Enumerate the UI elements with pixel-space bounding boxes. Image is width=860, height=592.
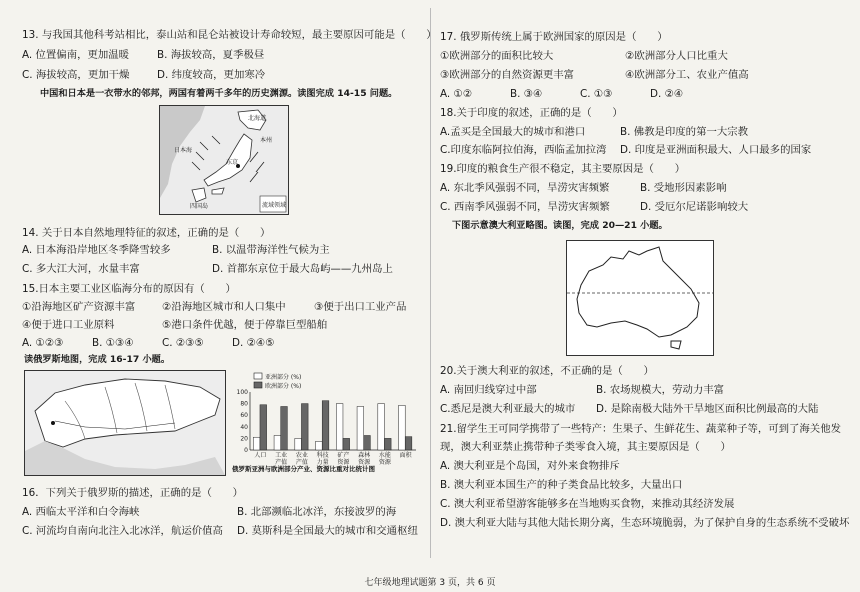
q18-option-b: B. 佛教是印度的第一大宗教: [620, 126, 749, 138]
russia-map: [24, 370, 226, 476]
column-divider: [430, 8, 431, 558]
q15-stem: 15.日本主要工业区临海分布的原因有（ ）: [22, 283, 236, 295]
q15-option-a: A. ①②③: [22, 337, 64, 349]
shikoku-label: 四国岛: [190, 203, 209, 210]
q17-statement-2: ②欧洲部分人口比重大: [625, 50, 728, 62]
legend-asia: 亚洲部分 (%): [265, 374, 302, 381]
x-category-label: 人口: [254, 452, 267, 459]
x-category-label: 面积: [399, 452, 412, 459]
q13-option-b: B. 海拔较高，夏季极昼: [157, 49, 265, 61]
q17-option-a: A. ①②: [440, 88, 473, 100]
y-tick-label: 100: [236, 389, 248, 396]
x-category-label: 农业: [295, 452, 308, 459]
bar-europe: [281, 407, 288, 451]
x-category-label: 森林: [358, 452, 371, 459]
x-category-label: 资源: [358, 459, 371, 466]
x-category-label: 水能: [378, 452, 391, 459]
page-footer: 七年级地理试题第 3 页，共 6 页: [364, 578, 496, 588]
q14-option-d: D. 首都东京位于最大岛屿——九州岛上: [212, 263, 393, 275]
q19-option-d: D. 受厄尔尼诺影响较大: [640, 201, 749, 213]
q21-option-c: C. 澳大利亚希望游客能够多在当地购买食物，来推动其经济发展: [440, 498, 735, 510]
australia-intro: 下图示意澳大利亚略图。读图，完成 20—21 小题。: [452, 220, 668, 231]
q20-option-c: C.悉尼是澳大利亚最大的城市: [440, 403, 576, 415]
q14-option-b: B. 以温带海洋性气候为主: [212, 244, 330, 256]
q13-option-c: C. 海拔较高，更加干燥: [22, 69, 130, 81]
q16-option-c: C. 河流均自南向北注入北冰洋，航运价值高: [22, 525, 223, 537]
bar-europe: [301, 404, 308, 450]
q16-option-b: B. 北部濒临北冰洋，东接波罗的海: [237, 506, 397, 518]
q14-option-a: A. 日本海沿岸地区冬季降雪较多: [22, 244, 171, 256]
sea-of-japan-label: 日本海: [174, 147, 193, 154]
q15-option-c: C. ②③⑤: [162, 337, 204, 349]
q13-option-d: D. 纬度较高，更加寒冷: [157, 69, 266, 81]
q19-option-b: B. 受地形因素影响: [640, 182, 727, 194]
q15-statement-3: ③便于出口工业产品: [314, 301, 407, 313]
japan-map-svg: [160, 106, 288, 214]
x-category-label: 产值: [295, 459, 308, 466]
bar-asia: [295, 438, 302, 450]
q17-option-d: D. ②④: [650, 88, 684, 100]
japan-intro: 中国和日本是一衣带水的邻邦，两国有着两千多年的历史渊源。读图完成 14-15 问题。: [40, 88, 398, 99]
bar-europe: [384, 438, 391, 450]
q14-stem: 14. 关于日本自然地理特征的叙述，正确的是（ ）: [22, 227, 271, 239]
q21-stem-line1: 21.留学生王可同学携带了一些特产：生果子、生鲜花生、蔬菜种子等，可到了海关他发: [440, 423, 841, 435]
y-tick-label: 60: [240, 412, 248, 420]
x-category-label: 资源: [337, 459, 350, 466]
q18-option-c: C.印度东临阿拉伯海，西临孟加拉湾: [440, 144, 607, 156]
tokyo-label: 东京: [226, 159, 239, 166]
y-tick-label: 80: [240, 400, 248, 408]
bar-asia: [274, 436, 281, 451]
q16-option-a: A. 西临太平洋和白令海峡: [22, 506, 140, 518]
q15-statement-2: ②沿海地区城市和人口集中: [162, 301, 286, 313]
chart-caption: 俄罗斯亚洲与欧洲部分产业、资源比重对比统计图: [232, 465, 375, 473]
q21-option-a: A. 澳大利亚是个岛国，对外来食物排斥: [440, 460, 620, 472]
q20-option-b: B. 农场规模大，劳动力丰富: [596, 384, 725, 396]
q15-statement-5: ⑤港口条件优越，便于停靠巨型船舶: [162, 319, 328, 331]
x-category-label: 矿产: [337, 452, 350, 459]
bar-asia: [253, 437, 260, 450]
q21-stem-line2: 现，澳大利亚禁止携带种子类零食入境，其主要原因是（ ）: [440, 441, 731, 453]
x-category-label: 资源: [378, 459, 391, 466]
q15-option-b: B. ①③④: [92, 337, 134, 349]
q19-option-c: C. 西南季风强弱不同，旱涝灾害频繁: [440, 201, 610, 213]
q20-option-d: D. 是除南极大陆外干旱地区面积比例最高的大陆: [596, 403, 819, 415]
australia-map: [566, 240, 714, 356]
japan-map-legend: 流域领域: [262, 202, 287, 209]
japan-map: [159, 105, 289, 215]
q13-option-a: A. 位置偏南，更加温暖: [22, 49, 130, 61]
q21-option-d: D. 澳大利亚大陆与其他大陆长期分离，生态环境脆弱，为了保护自身的生态系统不受破坏: [440, 517, 850, 529]
q18-option-d: D. 印度是亚洲面积最大、人口最多的国家: [620, 144, 812, 156]
bar-asia: [316, 441, 323, 450]
bar-asia: [378, 404, 385, 450]
bar-europe: [260, 405, 267, 450]
q17-statement-4: ④欧洲部分工、农业产值高: [625, 69, 749, 81]
bar-europe: [405, 437, 412, 450]
q20-option-a: A. 南回归线穿过中部: [440, 384, 537, 396]
x-category-label: 力量: [316, 459, 329, 466]
russia-bar-chart: [228, 370, 420, 474]
y-tick-label: 20: [240, 435, 248, 443]
q17-statement-3: ③欧洲部分的自然资源更丰富: [440, 69, 575, 81]
honshu-label: 本州: [260, 137, 273, 144]
q19-option-a: A. 东北季风强弱不同，旱涝灾害频繁: [440, 182, 610, 194]
q14-option-c: C. 多大江大河，水量丰富: [22, 263, 140, 275]
x-category-label: 工业: [275, 452, 288, 459]
q15-statement-1: ①沿海地区矿产资源丰富: [22, 301, 136, 313]
australia-map-svg: [567, 241, 713, 355]
bar-europe: [364, 436, 371, 451]
q15-statement-4: ④便于进口工业原料: [22, 319, 115, 331]
q17-option-c: C. ①③: [580, 88, 613, 100]
bar-asia: [357, 407, 364, 451]
q13-stem: 13. 与我国其他科考站相比，泰山站和昆仑站被设计寿命较短，最主要原因可能是（ ）: [22, 29, 437, 41]
russia-map-svg: [25, 371, 225, 475]
bar-asia: [399, 405, 406, 450]
bar-europe: [343, 438, 350, 450]
bar-europe: [322, 401, 329, 450]
q18-option-a: A.孟买是全国最大的城市和港口: [440, 126, 586, 138]
q17-option-b: B. ③④: [510, 88, 543, 100]
q21-option-b: B. 澳大利亚本国生产的种子类食品比较多，大量出口: [440, 479, 683, 491]
russia-bar-chart-svg: [228, 370, 420, 474]
hokkaido-label: 北海道: [248, 115, 267, 122]
q19-stem: 19.印度的粮食生产很不稳定，其主要原因是（ ）: [440, 163, 686, 175]
q20-stem: 20.关于澳大利亚的叙述，不正确的是（ ）: [440, 365, 654, 377]
q18-stem: 18.关于印度的叙述，正确的是（ ）: [440, 107, 623, 119]
q16-stem: 16．下列关于俄罗斯的描述，正确的是（ ）: [22, 487, 244, 499]
q15-option-d: D. ②④⑤: [232, 337, 275, 349]
q17-statement-1: ①欧洲部分的面积比较大: [440, 50, 554, 62]
legend-europe: 欧洲部分 (%): [265, 383, 302, 390]
y-tick-label: 40: [240, 423, 248, 431]
q16-option-d: D. 莫斯科是全国最大的城市和交通枢纽: [237, 525, 418, 537]
russia-intro: 读俄罗斯地图，完成 16-17 小题。: [24, 354, 171, 365]
bar-asia: [336, 404, 343, 450]
x-category-label: 科技: [316, 452, 329, 459]
x-category-label: 产值: [275, 459, 288, 466]
y-tick-label: 0: [244, 447, 248, 454]
q17-stem: 17. 俄罗斯传统上属于欧洲国家的原因是（ ）: [440, 31, 668, 43]
